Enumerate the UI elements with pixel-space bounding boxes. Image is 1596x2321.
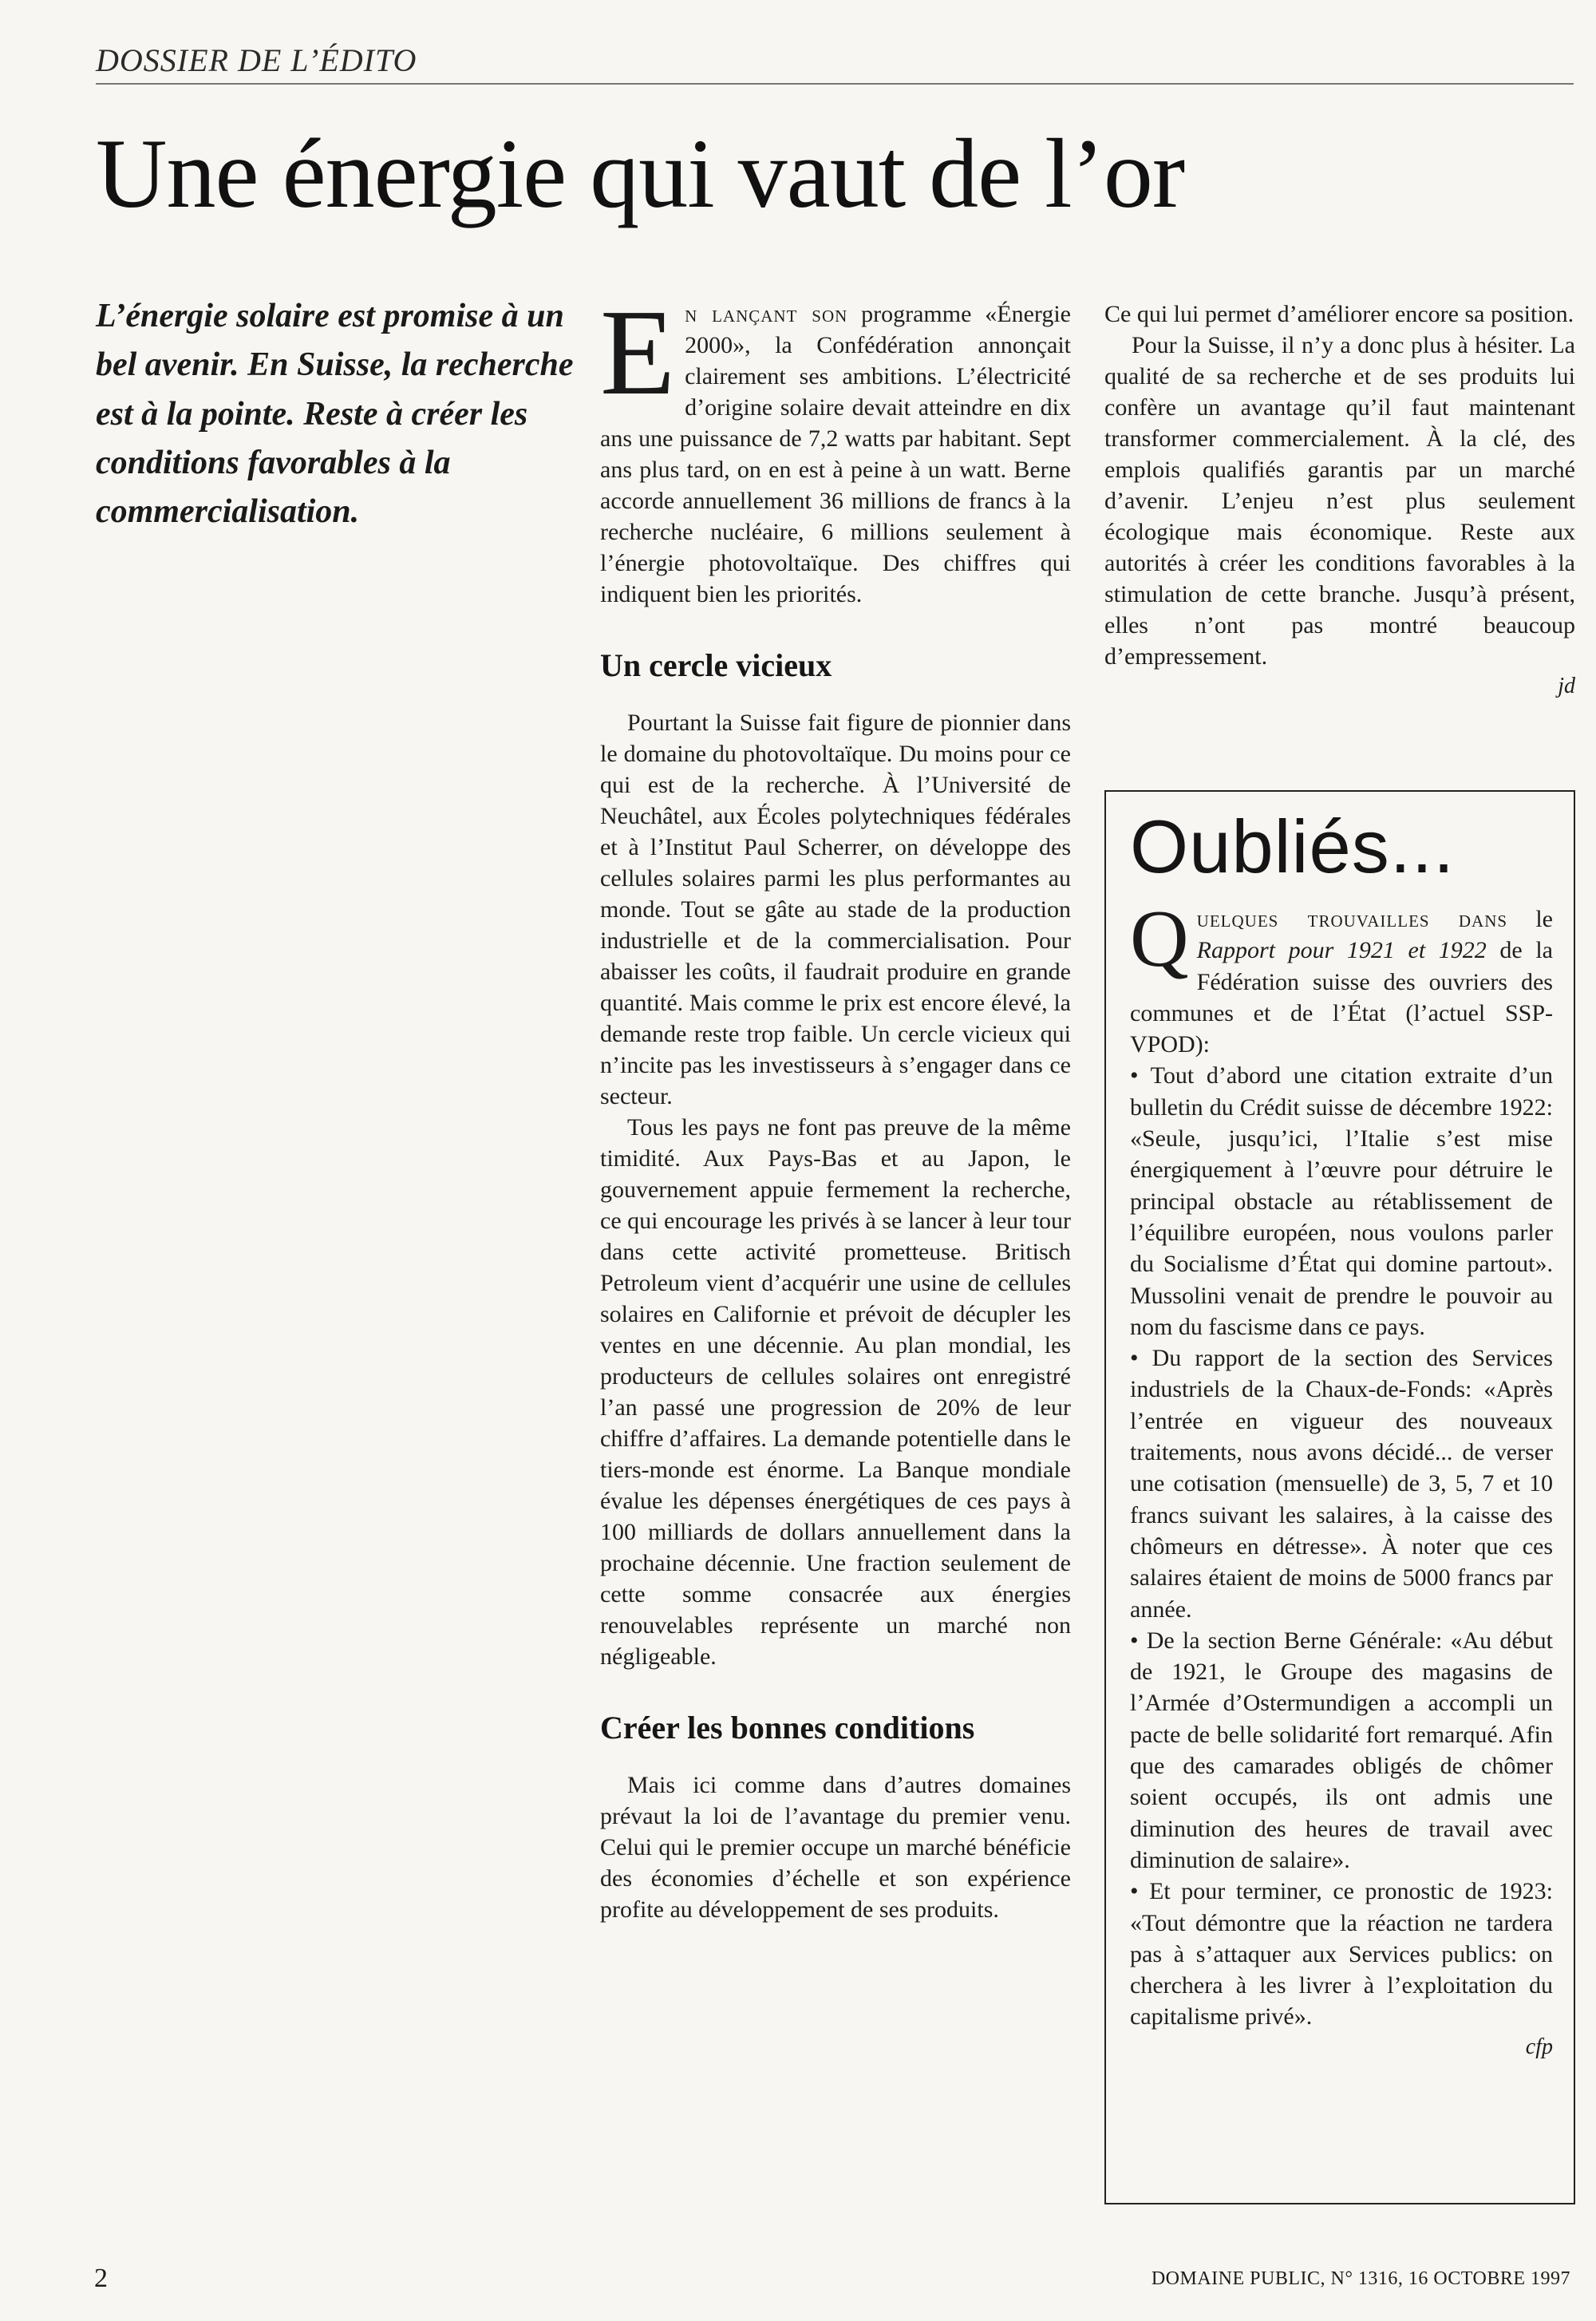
- sidebar-item: • Tout d’abord une citation extraite d’un bulletin du Crédit suisse de décembre 1922: «Seule, jusqu’ici, l’Italie s’est mise énergiquement à l’œuvre pour détruire le principal obstacle au rétablissement de l’équilibre européen, nous voulons parler du Socialisme d’État qui domine partout». Mussolini venait de prendre le pouvoir au nom du fascisme dans ce pays.: [1130, 1062, 1553, 1340]
- article-paragraph: Tous les pays ne font pas preuve de la même timidité. Aux Pays-Bas et au Japon, le gouvernement appuie fermement la recherche, ce qui encourage les privés à se lancer à leur tour dans cette activité prometteuse. Britisch Petroleum vient d’acquérir une usine de cellules solaires en Californie et prévoit de décupler les ventes en une décennie. Au plan mondial, les producteurs de cellules solaires ont enregistré l’an passé une progression de 20% de leur chiffre d’affaires. La demande potentielle dans le tiers-monde est énorme. La Banque mondiale évalue les dépenses énergétiques de ces pays à 100 milliards de dollars annuellement dans la prochaine décennie. Une fraction seulement de cette somme consacrée aux énergies renouvelables représente un marché non négligeable.: [600, 1114, 1071, 1670]
- sidebar-title: Oubliés...: [1130, 805, 1456, 888]
- sidebar-item: • Et pour terminer, ce pronostic de 1923: «Tout démontre que la réaction ne tardera pas à s’attaquer aux Services publics: on cherchera à les livrer à l’exploitation du capitalisme privé».: [1130, 1878, 1553, 2030]
- sidebar-intro: [1130, 894, 1553, 1060]
- article-signature: jd: [1558, 674, 1575, 698]
- sidebar-signature: cfp: [1525, 2034, 1553, 2059]
- article-paragraph: Pour la Suisse, il n’y a donc plus à hésiter. La qualité de sa recherche et de ses produits lui confère un avantage qu’il faut maintenant transformer commercialement. À la clé, des emplois qualifiés garantis par un marché d’avenir. L’enjeu n’est plus seulement écologique mais économique. Reste aux autorités à créer les conditions favorables à la stimulation de cette branche. Jusqu’à présent, elles n’ont pas montré beaucoup d’empressement.: [1104, 332, 1575, 670]
- article-headline: Une énergie qui vaut de l’or: [96, 119, 1185, 228]
- article-paragraph: Ce qui lui permet d’améliorer encore sa position.: [1104, 301, 1574, 327]
- paragraph-text: programme «Énergie 2000», la Confédération annonçait clairement ses ambitions. L’électricité d’origine solaire devait atteindre en dix ans une puissance de 7,2 watts par habitant. Sept ans plus tard, on en est à peine à un watt. Berne accorde annuellement 36 millions de francs à la recherche nucléaire, 6 millions seulement à l’énergie photovoltaïque. Des chiffres qui indiquent bien les priorités.: [600, 301, 1071, 607]
- drop-cap: Q: [1130, 894, 1189, 984]
- subheading: Un cercle vicieux: [600, 647, 832, 683]
- article-paragraph: Mais ici comme dans d’autres domaines prévaut la loi de l’avantage du premier venu. Celui qui le premier occupe un marché bénéficie des économies d’échelle et son expérience profite au développement de ses produits.: [600, 1772, 1071, 1923]
- report-title: Rapport pour 1921 et 1922: [1196, 937, 1487, 964]
- intro-text: de la Fédération suisse des ouvriers des communes et de l’État (l’actuel SSP-VPOD):: [1130, 937, 1553, 1058]
- sidebar-body: [1130, 894, 1553, 2062]
- article-column-middle: [600, 285, 1071, 1925]
- article-paragraph: [600, 285, 1071, 610]
- intro-text: le: [1507, 906, 1553, 932]
- opening-smallcaps: uelques trouvailles dans: [1196, 906, 1508, 932]
- article-column-right: [1104, 299, 1575, 701]
- section-label: DOSSIER DE L’ÉDITO: [96, 42, 417, 78]
- sidebar-item: • Du rapport de la section des Services industriels de la Chaux-de-Fonds: «Après l’entrée en vigueur des nouveaux traitements, nous avons décidé... de verser une cotisation (mensuelle) de 3, 5, 7 et 10 francs suivant les salaires, à la caisse des chômeurs en détresse». À noter que ces salaires étaient de moins de 5000 francs par année.: [1130, 1345, 1553, 1623]
- publication-footer: DOMAINE PUBLIC, N° 1316, 16 OCTOBRE 1997: [1151, 2268, 1570, 2289]
- article-lead: L’énergie solaire est promise à un bel avenir. En Suisse, la recherche est à la pointe. Reste à créer les conditions favorables à la commercialisation.: [96, 298, 574, 531]
- header-rule: [96, 83, 1574, 85]
- sidebar-box: [1104, 790, 1575, 2204]
- sidebar-item: • De la section Berne Générale: «Au début de 1921, le Groupe des magasins de l’Armée d’Ostermundigen a accompli un pacte de belle solidarité fort remarqué. Afin que des camarades obligés de chômer soient occupés, ils ont admis une diminution des heures de travail avec diminution de salaire».: [1130, 1627, 1553, 1873]
- subheading: Créer les bonnes conditions: [600, 1710, 975, 1746]
- drop-cap: E: [600, 285, 676, 421]
- article-paragraph: Pourtant la Suisse fait figure de pionnier dans le domaine du photovoltaïque. Du moins pour ce qui est de la recherche. À l’Université de Neuchâtel, aux Écoles polytechniques fédérales et à l’Institut Paul Scherrer, on développe des cellules solaires parmi les plus performantes au monde. Tout se gâte au stade de la production industrielle et de la commercialisation. Pour abaisser les coûts, il faudrait produire en grande quantité. Mais comme le prix est encore élevé, la demande reste trop faible. Un cercle vicieux qui n’incite pas les investisseurs à s’engager dans ce secteur.: [600, 710, 1071, 1109]
- opening-smallcaps: n lançant son: [685, 301, 848, 327]
- page-number: 2: [94, 2264, 108, 2293]
